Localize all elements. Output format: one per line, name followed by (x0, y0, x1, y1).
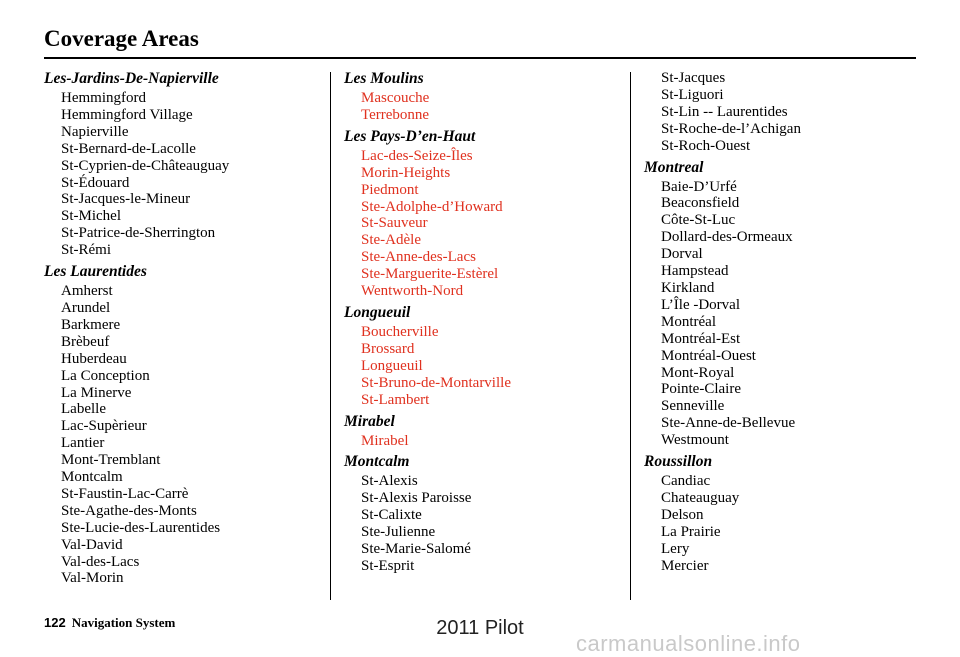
city-item: Wentworth-Nord (361, 283, 464, 300)
city-list (344, 473, 624, 574)
city-list (644, 70, 924, 155)
page-number: 122 (44, 615, 66, 630)
city-item: St-Patrice-de-Sherrington (61, 225, 216, 242)
city-item: St-Esprit (361, 557, 415, 574)
city-item: Mirabel (361, 432, 409, 449)
city-item: Ste-Marguerite-Estèrel (361, 266, 499, 283)
city-item: Dollard-des-Ormeaux (661, 229, 793, 246)
city-item: La Minerve (61, 384, 132, 401)
city-item: Ste-Adolphe-d’Howard (361, 198, 503, 215)
city-item: Montréal-Ouest (661, 347, 756, 364)
city-item: St-Bruno-de-Montarville (361, 374, 511, 391)
city-item: Montréal-Est (661, 330, 741, 347)
section-name: Navigation System (71, 615, 176, 630)
city-item: Ste-Anne-de-Bellevue (661, 415, 796, 432)
city-item: Candiac (661, 473, 711, 490)
city-item: Labelle (61, 401, 106, 418)
city-item: L’Île -Dorval (661, 296, 740, 313)
city-item: St-Faustin-Lac-Carrè (61, 485, 189, 502)
column-3 (644, 70, 924, 574)
region-name: Les Laurentides (44, 263, 147, 281)
city-item: Lantier (61, 435, 105, 452)
city-item: St-Roch-Ouest (661, 137, 751, 154)
city-item: Mascouche (361, 90, 430, 106)
city-item: St-Alexis Paroisse (361, 490, 472, 507)
region-group (44, 70, 324, 259)
region-group (344, 128, 624, 300)
city-item: St-Alexis (361, 473, 418, 490)
city-item: Ste-Adèle (361, 232, 421, 249)
city-item: Piedmont (361, 181, 419, 198)
city-item: St-Calixte (361, 507, 422, 524)
city-item: St-Bernard-de-Lacolle (61, 140, 196, 157)
city-list (644, 179, 924, 450)
city-list (44, 90, 324, 259)
column-divider (630, 72, 631, 600)
city-item: Côte-St-Luc (661, 212, 736, 229)
region-group (344, 453, 624, 574)
city-item: Montréal (661, 313, 716, 330)
region-name: Montcalm (344, 453, 410, 471)
city-item: Morin-Heights (361, 164, 451, 181)
region-name: Mirabel (344, 412, 395, 430)
city-item: Arundel (61, 299, 111, 316)
city-item: Lery (661, 540, 690, 557)
region-name: Roussillon (644, 453, 713, 471)
city-item: Delson (661, 506, 704, 523)
region-group (644, 70, 924, 155)
region-name: Les-Jardins-De-Napierville (44, 70, 219, 87)
city-item: St-Michel (61, 208, 121, 225)
city-item: Hampstead (661, 263, 729, 280)
region-name: Longueuil (344, 303, 411, 321)
city-list (344, 324, 624, 409)
city-list (44, 283, 324, 587)
city-item: Amherst (61, 283, 113, 300)
title-rule (44, 57, 916, 59)
city-item: St-Lambert (361, 391, 430, 408)
city-item: Brèbeuf (61, 333, 110, 350)
city-item: Ste-Anne-des-Lacs (361, 249, 476, 266)
city-item: Brossard (361, 340, 415, 357)
region-name: Montreal (644, 158, 704, 176)
city-item: Mercier (661, 557, 709, 574)
city-item: Mont-Royal (661, 364, 735, 381)
city-item: Val-David (61, 536, 123, 553)
column-2 (344, 70, 624, 575)
city-item: St-Roche-de-l’Achigan (661, 120, 801, 137)
city-item: Dorval (661, 246, 703, 263)
city-item: Baie-D’Urfé (661, 178, 737, 195)
city-item: Huberdeau (61, 350, 127, 367)
city-item: Barkmere (61, 316, 121, 333)
city-item: Val-Morin (61, 570, 124, 587)
region-group (44, 263, 324, 587)
city-item: Hemmingford (61, 90, 146, 106)
city-list (344, 148, 624, 300)
city-item: Hemmingford Village (61, 106, 193, 123)
column-divider (330, 72, 331, 600)
city-item: Kirkland (661, 279, 715, 296)
city-item: St-Lin -- Laurentides (661, 103, 788, 120)
city-item: Boucherville (361, 323, 439, 340)
city-item: Lac-Supèrieur (61, 418, 147, 435)
watermark-site: carmanualsonline.info (576, 631, 801, 656)
city-item: St-Jacques (661, 70, 726, 86)
city-item: Napierville (61, 123, 129, 140)
city-item: Lac-des-Seize-Îles (361, 147, 473, 164)
column-1 (44, 70, 324, 587)
city-item: La Prairie (661, 523, 721, 540)
city-item: St-Sauveur (361, 215, 428, 232)
region-group (344, 413, 624, 450)
city-list (344, 433, 624, 450)
region-group (344, 304, 624, 409)
city-item: Ste-Julienne (361, 524, 436, 541)
city-list (644, 473, 924, 574)
city-item: St-Édouard (61, 174, 130, 191)
city-item: Terrebonne (361, 106, 430, 123)
city-item: St-Jacques-le-Mineur (61, 191, 191, 208)
city-item: St-Rémi (61, 242, 112, 259)
region-name: Les Pays-D’en-Haut (344, 127, 476, 145)
region-name: Les Moulins (344, 70, 424, 87)
city-item: Ste-Agathe-des-Monts (61, 502, 197, 519)
city-item: Montcalm (61, 469, 123, 486)
city-item: Chateauguay (661, 489, 740, 506)
watermark-model: 2011 Pilot (436, 617, 524, 639)
city-item: St-Liguori (661, 86, 724, 103)
city-list (344, 90, 624, 124)
city-item: Pointe-Claire (661, 381, 741, 398)
city-item: St-Cyprien-de-Châteauguay (61, 157, 230, 174)
city-item: Mont-Tremblant (61, 452, 161, 469)
city-item: Westmount (661, 432, 729, 449)
city-item: Senneville (661, 398, 725, 415)
city-item: La Conception (61, 367, 150, 384)
city-item: Val-des-Lacs (61, 553, 140, 570)
region-group (644, 159, 924, 450)
city-item: Ste-Marie-Salomé (361, 541, 471, 558)
city-item: Beaconsfield (661, 195, 740, 212)
region-group (644, 453, 924, 574)
city-item: Ste-Lucie-des-Laurentides (61, 519, 221, 536)
city-item: Longueuil (361, 357, 423, 374)
region-group (344, 70, 624, 124)
page-title: Coverage Areas (44, 26, 199, 51)
